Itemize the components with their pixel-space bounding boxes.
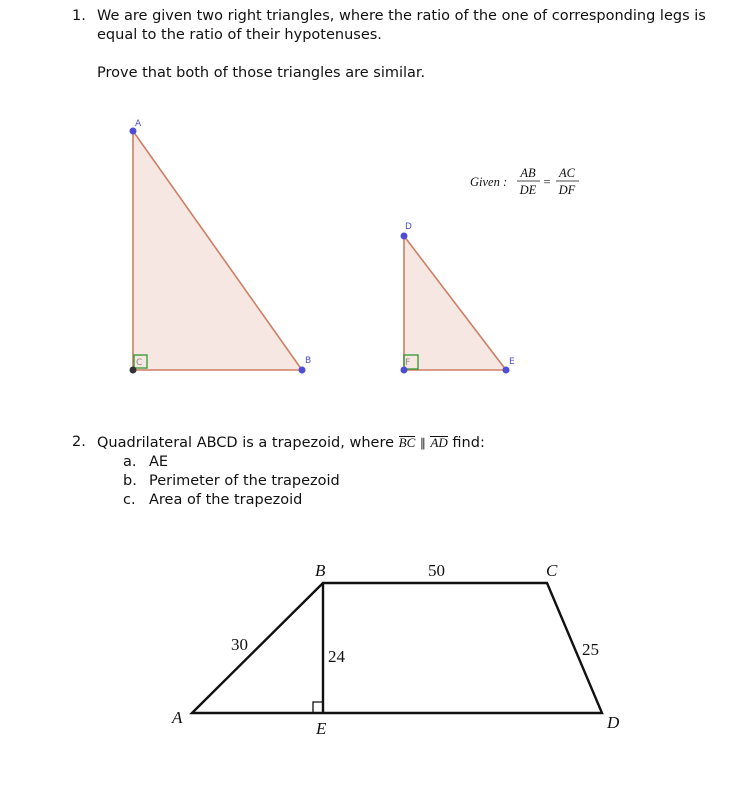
item-b-text: Perimeter of the trapezoid bbox=[149, 473, 340, 489]
given-numerator-1: AB bbox=[520, 166, 536, 180]
label-e: E bbox=[509, 357, 515, 367]
label-be-length: 24 bbox=[328, 647, 345, 666]
vertex-d: D bbox=[607, 713, 620, 732]
given-denominator-1: DE bbox=[519, 183, 537, 197]
parallel-symbol: ∥ bbox=[419, 436, 426, 450]
problem1-statement-line1: We are given two right triangles, where the ratio of the one of corresponding legs is bbox=[97, 8, 706, 24]
problem1-task: Prove that both of those triangles are similar. bbox=[97, 65, 426, 81]
item-a-text: AE bbox=[149, 454, 169, 470]
trapezoid-abcd bbox=[192, 583, 602, 713]
given-denominator-2: DF bbox=[558, 183, 576, 197]
item-c-marker: c. bbox=[123, 492, 136, 508]
vertex-c: C bbox=[546, 561, 558, 580]
vertex-b: B bbox=[315, 561, 326, 580]
segment-ad: AD bbox=[430, 435, 448, 450]
given-equals: = bbox=[543, 175, 551, 189]
label-cd-length: 25 bbox=[582, 640, 599, 659]
item-c-text: Area of the trapezoid bbox=[149, 492, 303, 508]
problem2-statement-suffix: find: bbox=[452, 435, 485, 451]
problem1-number: 1. bbox=[72, 8, 86, 24]
label-ab-length: 30 bbox=[231, 635, 248, 654]
label-a: A bbox=[135, 119, 142, 129]
right-angle-marker-e bbox=[313, 702, 323, 713]
label-b: B bbox=[305, 356, 312, 366]
problem2-number: 2. bbox=[72, 434, 86, 450]
label-d: D bbox=[405, 222, 412, 232]
label-c: C bbox=[136, 358, 143, 368]
vertex-a: A bbox=[172, 708, 183, 727]
vertex-e: E bbox=[316, 719, 327, 738]
item-b-marker: b. bbox=[123, 473, 137, 489]
item-a-marker: a. bbox=[123, 454, 137, 470]
label-bc-length: 50 bbox=[428, 561, 445, 580]
given-label: Given : bbox=[470, 175, 508, 189]
problem2-statement-prefix: Quadrilateral ABCD is a trapezoid, where bbox=[97, 435, 395, 451]
segment-bc: BC bbox=[398, 435, 416, 450]
label-f: F bbox=[405, 358, 411, 368]
given-numerator-2: AC bbox=[559, 166, 575, 180]
problem1-statement-line2: equal to the ratio of their hypotenuses. bbox=[97, 27, 382, 43]
